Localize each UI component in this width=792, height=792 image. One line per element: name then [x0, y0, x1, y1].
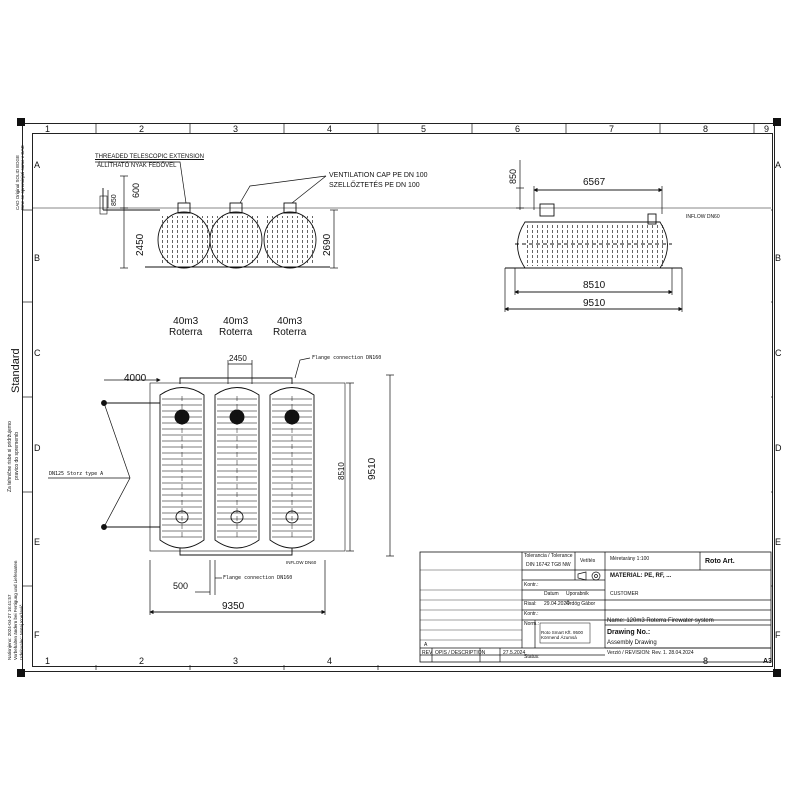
dimension: 2450: [135, 233, 146, 256]
grid-row-label: F: [34, 630, 40, 640]
extension-label-hu: ÁLLÍTHATÓ NYAK FEDŐVEL: [97, 163, 177, 169]
grid-col-label: 8: [703, 656, 709, 666]
norm-label: Norm.:: [524, 621, 539, 627]
grid-col-label: 5: [421, 124, 427, 134]
dimension: 9510: [583, 298, 606, 309]
dimension: 850: [508, 168, 518, 184]
revision-label: Verzió / REVISION: Rev. 1. 28.04.2024: [607, 650, 694, 656]
dimension: 850: [111, 194, 118, 206]
grid-row-label: B: [775, 253, 782, 263]
grid-col-label: 9: [764, 124, 770, 134]
grid-row-label: E: [34, 537, 41, 547]
grid-row-label: C: [775, 348, 782, 358]
risal-date: 29.04.2024: [544, 601, 570, 607]
rev-date: 27.5.2024: [503, 650, 526, 656]
margin-note: pravico do sprememb: [14, 431, 20, 480]
grid-row-label: D: [775, 443, 782, 453]
tank-label: 40m3 Roterra: [273, 316, 307, 338]
grid-col-label: 7: [609, 124, 615, 134]
customer-label: CUSTOMER: [610, 591, 639, 597]
status-label: Status:: [524, 654, 540, 660]
standard-label: Standard: [10, 348, 22, 393]
grid-col-label: 1: [45, 124, 51, 134]
tank-label: 40m3 Roterra: [169, 316, 203, 338]
drawing-no-label: Drawing No.:: [607, 629, 651, 636]
vent-label-hu: SZELLŐZTETÉS PE DN 100: [329, 182, 420, 189]
grid-col-label: 2: [139, 656, 145, 666]
kontr-label: Kontr.:: [524, 582, 539, 588]
cad-note: CAD Original SOLID EDGE: [15, 154, 20, 210]
dimension: 2450: [229, 354, 247, 363]
tolerance-label: Tolerancia / Tolerance: [524, 553, 573, 559]
scale-label: Méretarány 1:100: [610, 556, 650, 562]
dimension: 600: [131, 182, 141, 198]
dimension: 6567: [583, 177, 606, 188]
dimension: 8510: [337, 462, 346, 480]
company-stamp: Roto Smart Kft. 9500 Körmend Ázumsá: [541, 630, 584, 640]
vent-label: VENTILATION CAP PE DN 100: [329, 172, 428, 179]
grid-col-label: 4: [327, 656, 333, 666]
tolerance-value: DIN 16742 TG8 NW: [526, 562, 571, 568]
grid-row-label: D: [34, 443, 41, 453]
margin-note: Za tehnične risbe si pridržujemo: [7, 421, 13, 492]
print-footer: Izdelovalec: Matej Kneževič: [19, 604, 24, 660]
grid-row-label: E: [775, 537, 782, 547]
grid-col-label: 2: [139, 124, 145, 134]
grid-col-label: 3: [233, 124, 239, 134]
drawing-name: Name: 120m3 Roterra Firewater system: [607, 618, 714, 624]
company-label: Roto Art.: [705, 558, 735, 565]
grid-col-label: 3: [233, 656, 239, 666]
sheet-size-label: A3: [763, 658, 772, 665]
description-column-header: OPIS / DESCRIPTION: [435, 650, 486, 656]
projection-label: Vetítés: [580, 558, 596, 564]
inflow-label: INFLOW DN60: [286, 560, 317, 565]
dimension: 9510: [367, 457, 378, 480]
grid-row-label: B: [34, 253, 41, 263]
flange-label: Flange connection DN160: [312, 355, 382, 361]
dimension: 9350: [222, 601, 245, 612]
rev-column-header: REV: [422, 650, 433, 656]
print-footer: Natisnjeno: 2024-04-27 16:41:57: [7, 594, 12, 660]
kontr-label: Kontr.:: [524, 611, 539, 617]
grid-col-label: 8: [703, 124, 709, 134]
grid-row-label: C: [34, 348, 41, 358]
flange-label: Flange connection DN160: [223, 575, 293, 581]
grid-col-label: 1: [45, 656, 51, 666]
risal-name: Ördög Gábor: [566, 601, 596, 607]
dimension: 4000: [124, 373, 147, 384]
grid-row-label: A: [34, 160, 41, 170]
material-label: MATERIAL: PE, RF, ...: [610, 573, 672, 579]
dimension: 500: [173, 581, 189, 591]
cad-note: Sme se spreminjati samo v CAD: [20, 145, 25, 210]
user-header: Uporabnik: [566, 591, 589, 597]
dimension: 8510: [583, 280, 606, 291]
storz-label: DN125 Storz type A: [49, 471, 104, 477]
inflow-label: INFLOW DN60: [686, 214, 720, 220]
date-header: Datum: [544, 591, 559, 597]
print-footer: Vorbehalten ändern bei Fertigung und Lieferanten: [13, 560, 18, 660]
rev-letter: A: [424, 642, 428, 648]
grid-row-label: A: [775, 160, 782, 170]
extension-label: THREADED TELESCOPIC EXTENSION: [95, 154, 204, 160]
grid-col-label: 6: [515, 124, 521, 134]
grid-row-label: F: [775, 630, 781, 640]
tank-label: 40m3 Roterra: [219, 316, 253, 338]
grid-col-label: 4: [327, 124, 333, 134]
drawing-type: Assembly Drawing: [607, 640, 657, 646]
dimension: 2690: [322, 233, 333, 256]
risal-label: Risal:: [524, 601, 537, 607]
